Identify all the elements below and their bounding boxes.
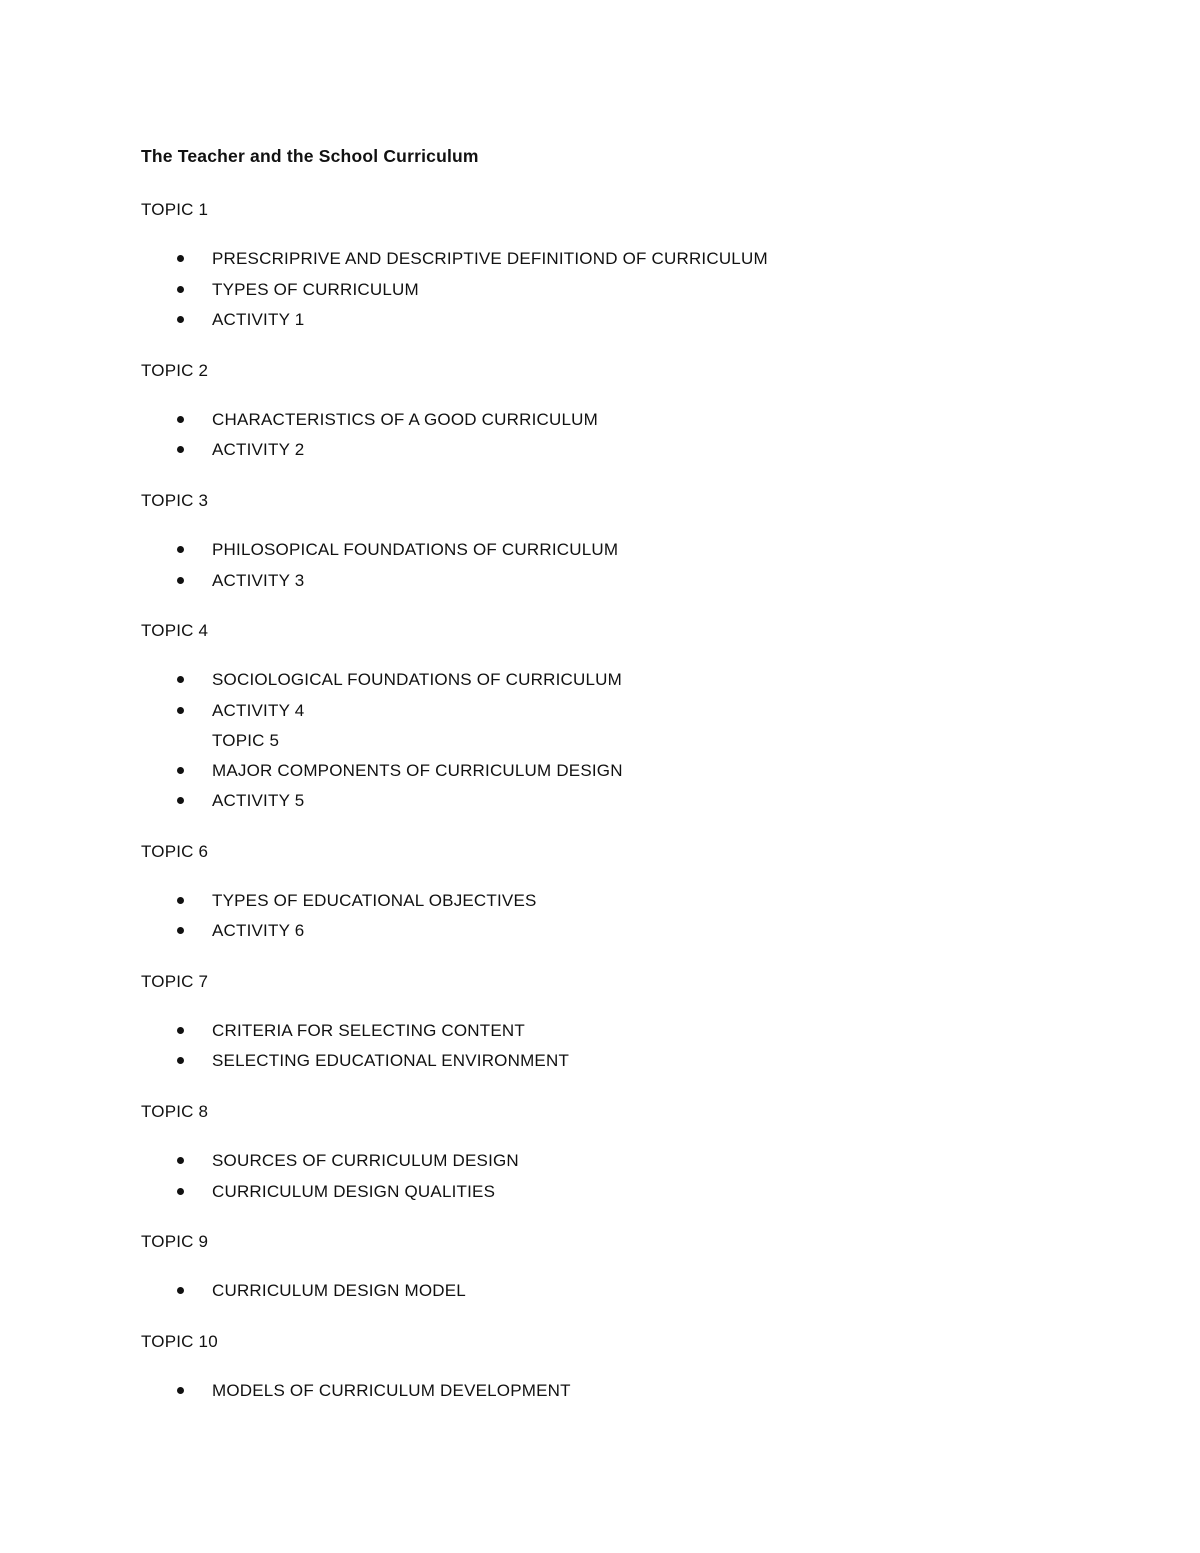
list-item: SOURCES OF CURRICULUM DESIGN [212,1151,519,1170]
bullet-icon [177,676,184,683]
bullet-icon [177,316,184,323]
bullet-icon [177,1027,184,1034]
list-item: CURRICULUM DESIGN QUALITIES [212,1182,496,1201]
list-item: TYPES OF EDUCATIONAL OBJECTIVES [212,891,537,910]
bullet-icon [177,577,184,584]
bullet-icon [177,927,184,934]
list-item: PRESCRIPRIVE AND DESCRIPTIVE DEFINITIOND OF CURRICULUM [212,249,768,268]
list-item: CHARACTERISTICS OF A GOOD CURRICULUM [212,410,598,429]
list-item: PHILOSOPICAL FOUNDATIONS OF CURRICULUM [212,540,619,559]
bullet-icon [177,1387,184,1394]
document-title: The Teacher and the School Curriculum [141,146,479,166]
topic-heading: TOPIC 7 [141,972,209,991]
topic-heading: TOPIC 5 [212,731,280,750]
bullet-icon [177,416,184,423]
bullet-icon [177,546,184,553]
bullet-icon [177,255,184,262]
list-item: TYPES OF CURRICULUM [212,280,419,299]
bullet-icon [177,897,184,904]
list-item: ACTIVITY 5 [212,791,305,810]
topic-heading: TOPIC 6 [141,842,209,861]
topic-heading: TOPIC 8 [141,1102,209,1121]
bullet-icon [177,1057,184,1064]
list-item: ACTIVITY 6 [212,921,305,940]
bullet-icon [177,446,184,453]
bullet-icon [177,797,184,804]
bullet-icon [177,767,184,774]
bullet-icon [177,1157,184,1164]
list-item: SOCIOLOGICAL FOUNDATIONS OF CURRICULUM [212,670,622,689]
list-item: ACTIVITY 1 [212,310,305,329]
list-item: ACTIVITY 3 [212,571,305,590]
topic-heading: TOPIC 9 [141,1232,209,1251]
list-item: MODELS OF CURRICULUM DEVELOPMENT [212,1381,571,1400]
topic-heading: TOPIC 2 [141,361,209,380]
list-item: SELECTING EDUCATIONAL ENVIRONMENT [212,1051,570,1070]
bullet-icon [177,1188,184,1195]
topic-heading: TOPIC 1 [141,200,209,219]
topic-heading: TOPIC 3 [141,491,209,510]
list-item: CRITERIA FOR SELECTING CONTENT [212,1021,525,1040]
list-item: CURRICULUM DESIGN MODEL [212,1281,466,1300]
bullet-icon [177,286,184,293]
list-item: ACTIVITY 4 [212,701,305,720]
bullet-icon [177,707,184,714]
list-item: ACTIVITY 2 [212,440,305,459]
list-item: MAJOR COMPONENTS OF CURRICULUM DESIGN [212,761,623,780]
topic-heading: TOPIC 10 [141,1332,218,1351]
topic-heading: TOPIC 4 [141,621,209,640]
bullet-icon [177,1287,184,1294]
